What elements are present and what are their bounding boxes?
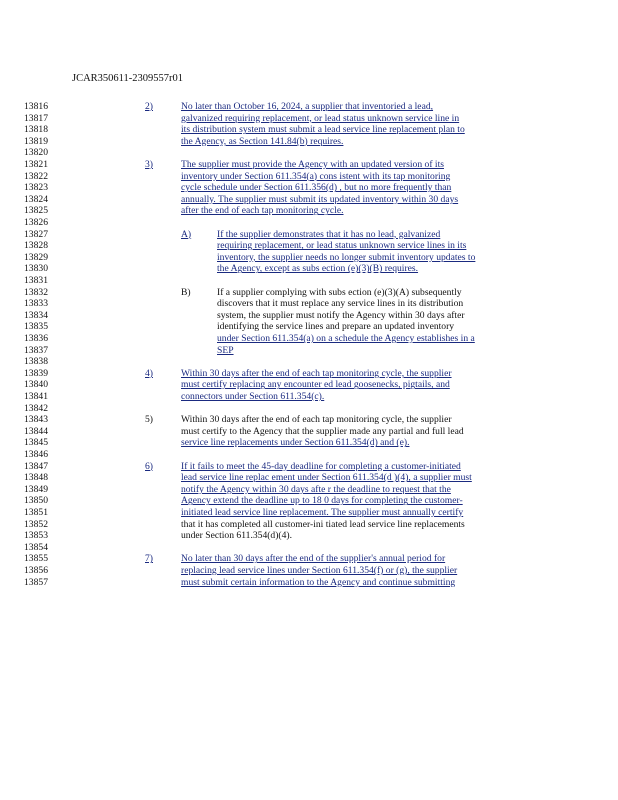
paragraph-marker: 3) [145, 159, 153, 170]
line-number: 13840 [24, 379, 48, 391]
line-number: 13824 [24, 193, 48, 205]
paragraph-text-line: No later than 30 days after the end of the supplier's annual period for [181, 553, 446, 565]
paragraph-text-line: notify the Agency within 30 days afte r the deadline to request that the [181, 483, 451, 495]
paragraph-marker: 2) [145, 101, 153, 112]
paragraph-text-line: Within 30 days after the end of each tap monitoring cycle, the supplier [181, 367, 452, 379]
line-number: 13847 [24, 460, 48, 472]
line-number: 13855 [24, 553, 48, 565]
line-number: 13854 [24, 541, 48, 553]
paragraph-marker: 7) [145, 553, 153, 565]
paragraph-text-line: must certify replacing any encounter ed lead goosenecks, pigtails, and [181, 379, 450, 391]
paragraph-marker: B) [181, 286, 191, 298]
line-number: 13816 [24, 101, 48, 112]
paragraph-text-line: must certify to the Agency that the supplier made any partial and full lead [181, 425, 464, 437]
line-number: 13828 [24, 240, 48, 252]
paragraph-text-line: No later than October 16, 2024, a supplier that inventoried a lead, [181, 101, 434, 112]
line-number: 13834 [24, 309, 48, 321]
line-number: 13853 [24, 530, 48, 542]
line-number: 13823 [24, 182, 48, 194]
paragraph-text-line: the Agency, except as subs ection (e)(3)(B) requires. [217, 263, 419, 275]
paragraph-text-line: discovers that it must replace any service lines in its distribution [217, 298, 464, 310]
line-number: 13820 [24, 147, 48, 159]
paragraph-marker: 5) [145, 414, 153, 426]
paragraph-text-line: its distribution system must submit a lead service line replacement plan to [181, 124, 465, 136]
line-number: 13835 [24, 321, 48, 333]
paragraph-text-line: If the supplier demonstrates that it has no lead, galvanized [217, 228, 441, 240]
line-number: 13830 [24, 263, 48, 275]
paragraph-text-line: Within 30 days after the end of each tap monitoring cycle, the supplier [181, 414, 452, 426]
paragraph-marker: 6) [145, 460, 153, 472]
paragraph-marker: 4) [145, 367, 153, 379]
paragraph-text-line: cycle schedule under Section 611.356(d) , but no more frequently than [181, 182, 452, 194]
paragraph-text-line: SEP [217, 344, 234, 356]
paragraph-text-line: service line replacements under Section 611.354(d) and (e). [181, 437, 410, 449]
paragraph-text-line: If it fails to meet the 45-day deadline for completing a customer-initiated [181, 460, 461, 472]
line-number: 13821 [24, 159, 48, 170]
paragraph-text-line: the Agency, as Section 141.84(b) requires. [181, 135, 344, 147]
paragraph-text-line: connectors under Section 611.354(c). [181, 391, 325, 402]
document-id: JCAR350611-2309557r01 [72, 73, 184, 84]
line-number: 13845 [24, 437, 48, 449]
line-number: 13829 [24, 251, 48, 263]
line-number: 13851 [24, 507, 48, 518]
paragraph-text-line: identifying the service lines and prepare an updated inventory [217, 321, 455, 333]
line-number: 13827 [24, 228, 48, 240]
paragraph-text-line: Agency extend the deadline up to 18 0 days for completing the customer- [181, 495, 463, 507]
paragraph-text-line: under Section 611.354(a) on a schedule the Agency establishes in a [217, 333, 475, 344]
paragraph-text-line: If a supplier complying with subs ection (e)(3)(A) subsequently [217, 286, 462, 298]
line-number: 13849 [24, 483, 48, 495]
line-number: 13852 [24, 518, 48, 530]
paragraph-text-line: replacing lead service lines under Section 611.354(f) or (g), the supplier [181, 565, 458, 576]
line-number: 13838 [24, 356, 48, 368]
paragraph-text-line: requiring replacement, or lead status unknown service lines in its [217, 240, 467, 252]
line-number: 13825 [24, 205, 48, 217]
paragraph-text-line: inventory under Section 611.354(a) cons istent with its tap monitoring [181, 170, 451, 182]
paragraph-text-line: after the end of each tap monitoring cycle. [181, 205, 344, 217]
line-number: 13839 [24, 367, 48, 379]
paragraph-text-line: that it has completed all customer-ini tiated lead service line replacements [181, 518, 465, 530]
line-number: 13842 [24, 402, 48, 414]
line-number: 13837 [24, 344, 48, 356]
line-number: 13832 [24, 286, 48, 298]
paragraph-text-line: inventory, the supplier needs no longer submit inventory updates to [217, 251, 476, 263]
line-number: 13831 [24, 275, 48, 286]
line-number: 13833 [24, 298, 48, 310]
paragraph-text-line: annually. The supplier must submit its updated inventory within 30 days [181, 193, 459, 205]
line-number: 13836 [24, 333, 48, 344]
paragraph-text-line: must submit certain information to the Agency and continue submitting [181, 576, 456, 588]
paragraph-text-line: lead service line replac ement under Section 611.354(d )(4), a supplier must [181, 472, 472, 484]
paragraph-text-line: system, the supplier must notify the Agency within 30 days after [217, 309, 465, 321]
line-number: 13843 [24, 414, 48, 426]
line-number: 13818 [24, 124, 48, 136]
line-number: 13817 [24, 112, 48, 124]
line-number: 13822 [24, 170, 48, 182]
line-number: 13857 [24, 576, 48, 588]
paragraph-text-line: initiated lead service line replacement. The supplier must annually certify [181, 507, 464, 518]
line-number: 13844 [24, 425, 48, 437]
line-number: 13819 [24, 135, 48, 147]
line-number: 13841 [24, 391, 48, 402]
paragraph-text-line: The supplier must provide the Agency with an updated version of its [181, 159, 444, 170]
line-number: 13846 [24, 449, 48, 460]
line-number: 13826 [24, 217, 48, 228]
line-number: 13850 [24, 495, 48, 507]
paragraph-text-line: under Section 611.354(d)(4). [181, 530, 293, 542]
paragraph-marker: A) [181, 228, 192, 240]
line-number: 13848 [24, 472, 48, 484]
paragraph-text-line: galvanized requiring replacement, or lead status unknown service line in [181, 112, 460, 124]
line-number: 13856 [24, 565, 48, 576]
